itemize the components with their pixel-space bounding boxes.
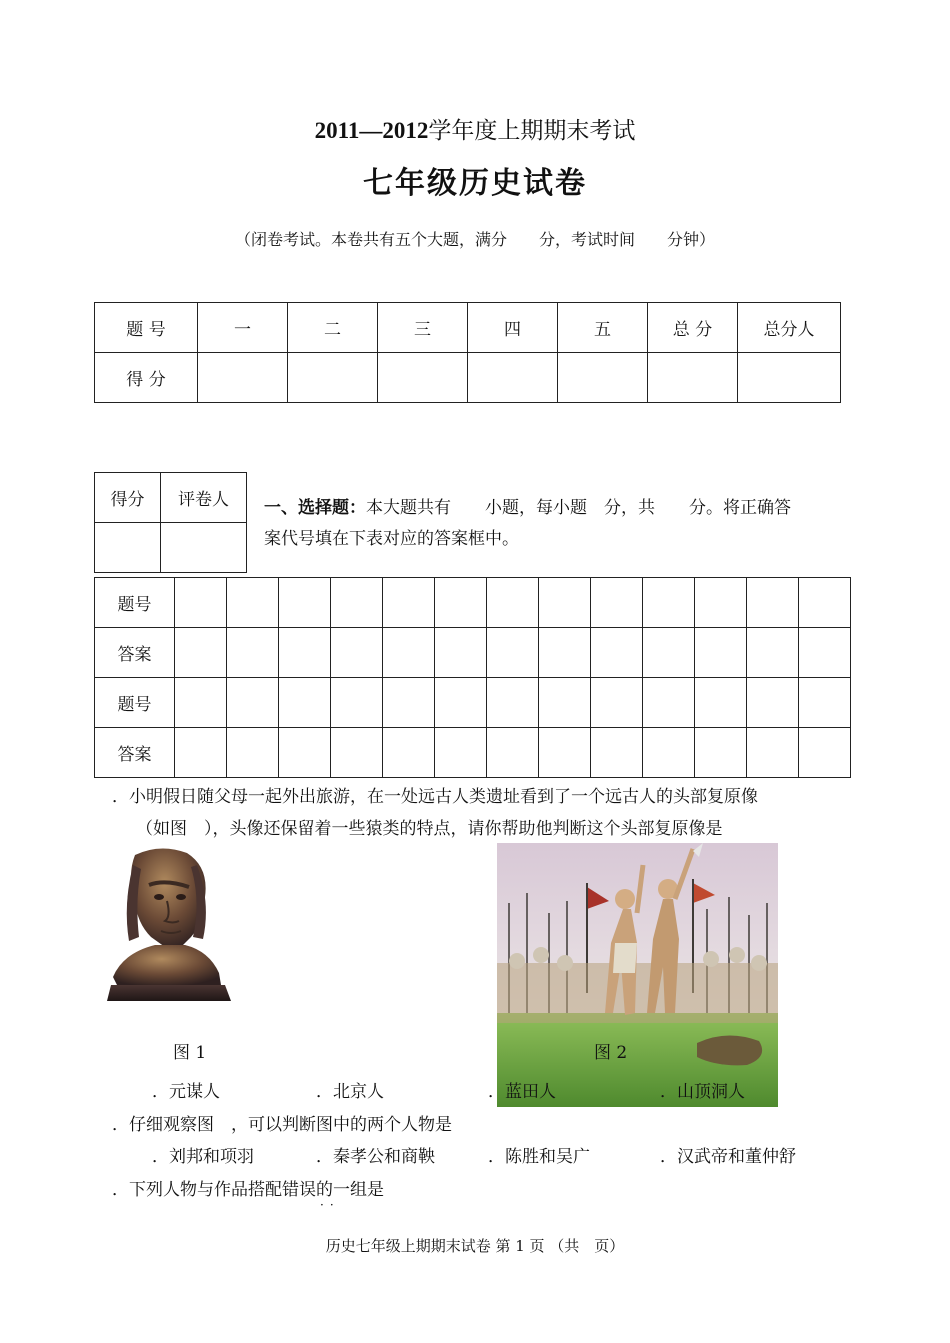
q2-option-d[interactable]: ．汉武帝和董仲舒 [660,1147,796,1167]
answer-cell[interactable] [331,678,383,728]
score-row-label: 得 分 [95,353,198,403]
score-table [94,302,841,403]
answer-cell[interactable] [383,628,435,678]
score-cell[interactable] [468,353,558,403]
exam-note: （闭卷考试。本卷共有五个大题，满分 分，考试时间 分钟） [234,230,715,249]
answer-cell[interactable] [435,628,487,678]
score-header-cell: 五 [558,303,648,353]
answer-cell[interactable] [643,628,695,678]
answer-cell[interactable] [747,678,799,728]
exam-title [0,112,950,145]
answer-cell[interactable] [747,578,799,628]
answer-cell[interactable] [643,578,695,628]
question-2-stem: ．仔细观察图 ，可以判断图中的两个人物是 [112,1115,452,1135]
answer-cell[interactable] [487,628,539,678]
section1-intro [264,493,854,555]
grader-score-cell[interactable] [95,523,161,573]
score-table-score-row [95,353,841,403]
answer-cell[interactable] [227,678,279,728]
answer-cell[interactable] [279,728,331,778]
answer-cell[interactable] [695,678,747,728]
score-header-cell: 二 [288,303,378,353]
score-header-cell: 一 [198,303,288,353]
score-header-cell: 三 [378,303,468,353]
answer-cell[interactable] [747,628,799,678]
answer-cell[interactable] [279,578,331,628]
answer-cell[interactable] [799,628,851,678]
figure-2-caption: 图 2 [594,1043,628,1063]
answer-cell[interactable] [643,728,695,778]
answer-cell[interactable] [331,578,383,628]
q1-option-a[interactable]: ．元谋人 [152,1082,220,1102]
answer-row [95,578,851,628]
answer-cell[interactable] [487,578,539,628]
answer-cell[interactable] [227,578,279,628]
answer-cell[interactable] [487,678,539,728]
page-footer: 历史七年级上期期末试卷 第 1 页 （共 页） [325,1237,625,1255]
q1-option-d[interactable]: ．山顶洞人 [660,1082,745,1102]
score-cell[interactable] [198,353,288,403]
answer-cell[interactable] [539,728,591,778]
answer-cell[interactable] [747,728,799,778]
score-header-cell: 总 分 [648,303,738,353]
answer-cell[interactable] [799,578,851,628]
answer-cell[interactable] [175,578,227,628]
answer-cell[interactable] [695,728,747,778]
question-3-stem: ．下列人物与作品搭配错误的一组是 [112,1180,384,1200]
figure-1-bust-image [105,845,233,1005]
score-cell[interactable] [738,353,841,403]
score-table-header-row [95,303,841,353]
grader-score-label: 得分 [95,473,161,523]
grader-name-cell[interactable] [161,523,247,573]
q1-option-c[interactable]: ．蓝田人 [488,1082,556,1102]
question-1-line2: （如图 ），头像还保留着一些猿类的特点，请你帮助他判断这个头部复原像是 [136,819,723,839]
answer-cell[interactable] [331,728,383,778]
answer-cell[interactable] [799,728,851,778]
answer-row-label: 题号 [95,678,175,728]
exam-year-range: 2011—2012 [314,118,429,143]
answer-row-label: 答案 [95,628,175,678]
answer-cell[interactable] [799,678,851,728]
answer-cell[interactable] [695,628,747,678]
answer-cell[interactable] [227,628,279,678]
answer-cell[interactable] [435,678,487,728]
answer-cell[interactable] [643,678,695,728]
answer-cell[interactable] [331,628,383,678]
answer-cell[interactable] [539,578,591,628]
answer-row [95,628,851,678]
answer-cell[interactable] [591,578,643,628]
q2-option-a[interactable]: ．刘邦和项羽 [152,1147,254,1167]
section1-title: 一、选择题： [264,498,366,518]
score-cell[interactable] [288,353,378,403]
answer-cell[interactable] [175,678,227,728]
answer-cell[interactable] [435,728,487,778]
figure-1-caption: 图 1 [173,1043,207,1063]
score-cell[interactable] [558,353,648,403]
answer-cell[interactable] [435,578,487,628]
answer-cell[interactable] [279,678,331,728]
answer-cell[interactable] [383,578,435,628]
answer-row [95,678,851,728]
answer-cell[interactable] [227,728,279,778]
answer-cell[interactable] [383,728,435,778]
question-1-line1: ．小明假日随父母一起外出旅游，在一处远古人类遗址看到了一个远古人的头部复原像 [112,787,758,807]
answer-row-label: 题号 [95,578,175,628]
score-cell[interactable] [648,353,738,403]
emphasis-dots: ·· [320,1198,340,1212]
answer-cell[interactable] [695,578,747,628]
q2-option-b[interactable]: ．秦孝公和商鞅 [316,1147,435,1167]
answer-cell[interactable] [175,628,227,678]
exam-subtitle: 七年级历史试卷 [363,166,587,201]
answer-cell[interactable] [279,628,331,678]
answer-cell[interactable] [539,678,591,728]
score-cell[interactable] [378,353,468,403]
answer-cell[interactable] [591,678,643,728]
q2-option-c[interactable]: ．陈胜和吴广 [488,1147,590,1167]
answer-row [95,728,851,778]
answer-cell[interactable] [175,728,227,778]
answer-cell[interactable] [591,628,643,678]
answer-row-label: 答案 [95,728,175,778]
section1-text-line1: 本大题共有 小题，每小题 分，共 分。将正确答 [366,498,791,518]
score-header-cell: 四 [468,303,558,353]
answer-cell[interactable] [591,728,643,778]
answer-table [94,577,851,778]
score-header-cell: 总分人 [738,303,841,353]
exam-title-suffix: 学年度上期期末考试 [428,118,636,144]
figure-2-uprising-image [497,843,778,1107]
answer-cell[interactable] [383,678,435,728]
score-header-cell: 题 号 [95,303,198,353]
answer-cell[interactable] [487,728,539,778]
grader-box [94,472,247,573]
section1-text-line2: 案代号填在下表对应的答案框中。 [264,529,519,549]
grader-name-label: 评卷人 [161,473,247,523]
q1-option-b[interactable]: ．北京人 [316,1082,384,1102]
answer-cell[interactable] [539,628,591,678]
